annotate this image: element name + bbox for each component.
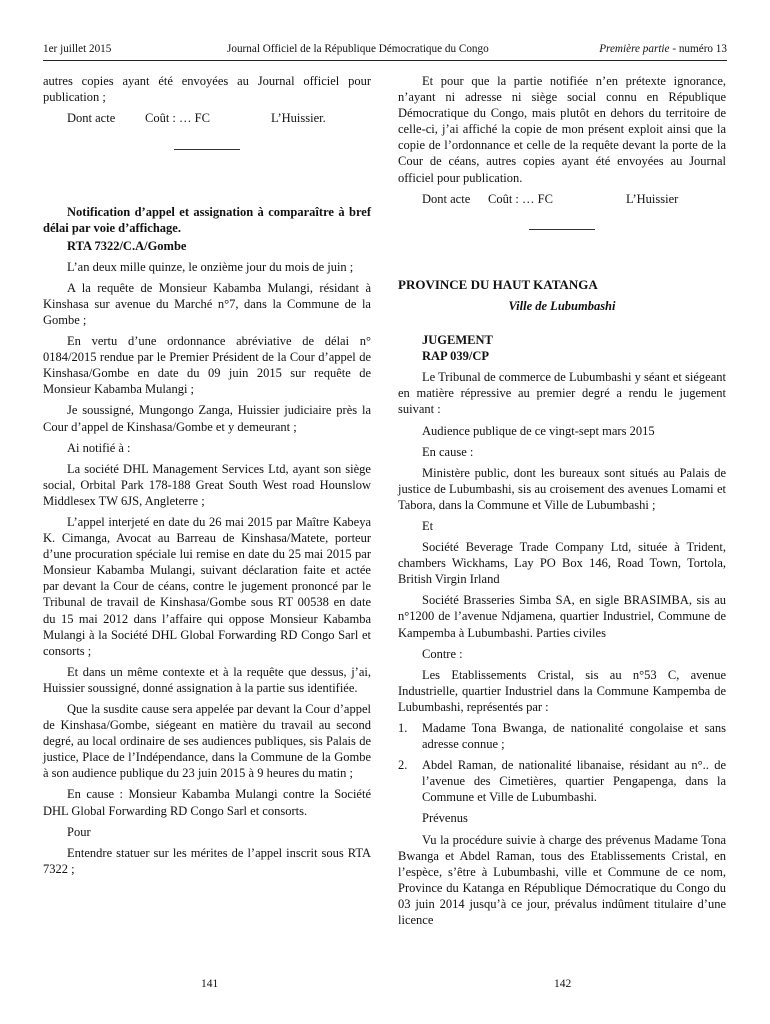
right-para: Et: [422, 518, 434, 533]
right-acte-c: L’Huissier: [626, 191, 679, 206]
header-date: 1er juillet 2015: [43, 43, 112, 55]
rap-ref: RAP 039/CP: [422, 349, 490, 364]
right-column: [398, 73, 726, 933]
right-last-para: Vu la procédure suivie à charge des prévenus Madame Tona Bwanga et Abdel Raman, tous des Etablissements Cristal, en l’espèce, s’être à Lubumbashi, ville et Commune de ce nom, Province du Katanga en République Démocratique du Congo du 03 juin 2014 jusqu’à ce jour, prévalus indûment titulaire d’une licence: [398, 832, 726, 928]
left-notice-title: Notification d’appel et assignation à comparaître à bref délai par voie d’affichage.: [43, 205, 371, 236]
left-para: Et dans un même contexte et à la requête que dessus, j’ai, Huissier soussigné, donné assignation à la partie sus identifiée.: [43, 664, 371, 695]
left-para: En vertu d’une ordonnance abréviative de délai n° 0184/2015 rendue par le Premier Président de la Cour d’appel de Kinshasa/Gombe en date du 09 juin 2015 sur requête de Monsieur Kabamba Mulangi ;: [43, 334, 371, 397]
left-acte-c: L’Huissier.: [271, 111, 326, 126]
left-para: Pour: [67, 824, 91, 839]
right-acte-b: Coût : … FC: [488, 191, 553, 206]
right-para: Société Brasseries Simba SA, en sigle BRASIMBA, sis au n°1200 de l’avenue Ndjamena, quartier Industriel, Commune de Kampemba à Lubumbashi. Parties civiles: [398, 593, 726, 640]
left-para: Que la susdite cause sera appelée par devant la Cour d’appel de Kinshasa/Gombe, siégeant en matière du travail au second degré, au local ordinaire de ses audiences publiques, sis Palais de justice, Place de l’Indépendance, dans la Commune de la Gombe à son audience publique du 23 juin 2015 à 9 heures du matin ;: [43, 702, 371, 781]
list-item-number: 1.: [398, 721, 408, 735]
list-item: [398, 757, 726, 805]
right-para: Audience publique de ce vingt-sept mars 2015: [422, 423, 655, 438]
left-acte-a: Dont acte: [67, 111, 116, 126]
right-para: Les Etablissements Cristal, sis au n°53 C, avenue Industrielle, quartier Industriel dans la Commune Kampemba de Lubumbashi, représentés par :: [398, 667, 726, 714]
page-number-right: 142: [554, 978, 572, 990]
list-item: [398, 720, 726, 752]
left-para: La société DHL Management Services Ltd, ayant son siège social, Orbital Park 178-188 Great South West road Hounslow Middlesex TW 6JS, Angleterre ;: [43, 461, 371, 508]
left-para: En cause : Monsieur Kabamba Mulangi contre la Société DHL Global Forwarding RD Congo Sarl et consorts.: [43, 787, 371, 818]
right-para: En cause :: [422, 444, 474, 459]
left-para: L’an deux mille quinze, le onzième jour du mois de juin ;: [67, 259, 354, 274]
right-acte-row: [422, 191, 726, 207]
header-part: [599, 43, 727, 55]
page-header: [0, 43, 770, 59]
province-title: PROVINCE DU HAUT KATANGA: [398, 276, 598, 292]
left-para: Entendre statuer sur les mérites de l’appel inscrit sous RTA 7322 ;: [43, 845, 371, 876]
header-part-number: - numéro 13: [669, 43, 727, 55]
list-item-text: Madame Tona Bwanga, de nationalité congolaise et sans adresse connue ;: [422, 721, 726, 752]
right-gap: [398, 245, 726, 277]
list-item-text: Abdel Raman, de nationalité libanaise, résidant au n°.. de l’avenue des Cimetières, quartier Pengapenga, dans la Commune et Ville de Lubumbashi.: [422, 758, 726, 805]
left-separator: [43, 140, 371, 156]
header-rule: [43, 60, 727, 61]
left-para: Ai notifié à :: [67, 440, 131, 455]
left-column: [43, 73, 371, 882]
right-intro: Et pour que la partie notifiée n’en prétexte ignorance, n’ayant ni adresse ni siège social connu en République Démocratique du Congo, mais plutôt en dehors du territoire de celle-ci, j’ai affiché la copie de mon présent exploit ainsi que la copie de l’ordonnance et celle de la requête devant la porte de la Cour de céans, autres copies ayant été envoyées au Journal officiel pour publication.: [398, 74, 726, 185]
left-notice-ref: RTA 7322/C.A/Gombe: [67, 238, 187, 253]
header-part-label: Première partie: [599, 43, 670, 55]
left-acte-row: [67, 110, 371, 126]
left-para: L’appel interjeté en date du 26 mai 2015 par Maître Kabeya K. Cimanga, Avocat au Barreau de Kinshasa/Matete, porteur d’une procuration spéciale lui remise en date du 25 mai 2015 par Monsieur Kabamba Mulangi, suivant déclaration faite et actée par devant la Cour de céans, contre le jugement prononcé par le Tribunal de travail de Kinshasa/Gombe sous RT 00538 en date du 15 mai 2012 dans l’affaire qui oppose Monsieur Kabamba Mulangi à la Société DHL Global Forwarding RD Congo Sarl et consorts ;: [43, 514, 371, 658]
page-number-left: 141: [201, 978, 219, 990]
right-para: Ministère public, dont les bureaux sont situés au Palais de justice de Lubumbashi, sis au croisement des avenues Lomami et Tabora, dans la Commune et Ville de Lubumbashi ;: [398, 465, 726, 512]
left-acte-b: Coût : … FC: [145, 111, 210, 126]
right-para: Société Beverage Trade Company Ltd, située à Trident, chambers Wickhams, Lay PO Box 146, Road Town, Tortola, British Virgin Irland: [398, 540, 726, 587]
left-para: Je soussigné, Mungongo Zanga, Huissier judiciaire près la Cour d’appel de Kinshasa/Gombe et y demeurant ;: [43, 403, 371, 434]
left-gap: [43, 164, 371, 204]
header-journal: Journal Officiel de la République Démocratique du Congo: [227, 43, 489, 55]
ville-subtitle: Ville de Lubumbashi: [508, 298, 616, 313]
right-para: Le Tribunal de commerce de Lubumbashi y séant et siégeant en matière répressive au premier degré a rendu le jugement suivant :: [398, 370, 726, 417]
jugement-heading: JUGEMENT: [422, 333, 493, 348]
prevenus-label: Prévenus: [422, 811, 468, 826]
right-separator: [398, 221, 726, 237]
right-acte-a: Dont acte: [422, 191, 471, 206]
right-para: Contre :: [422, 646, 463, 661]
left-para: A la requête de Monsieur Kabamba Mulangi, résidant à Kinshasa sur avenue du Marché n°7, dans la Commune de la Gombe ;: [43, 280, 371, 327]
list-item-number: 2.: [398, 758, 408, 773]
left-intro: autres copies ayant été envoyées au Journal officiel pour publication ;: [43, 74, 371, 105]
